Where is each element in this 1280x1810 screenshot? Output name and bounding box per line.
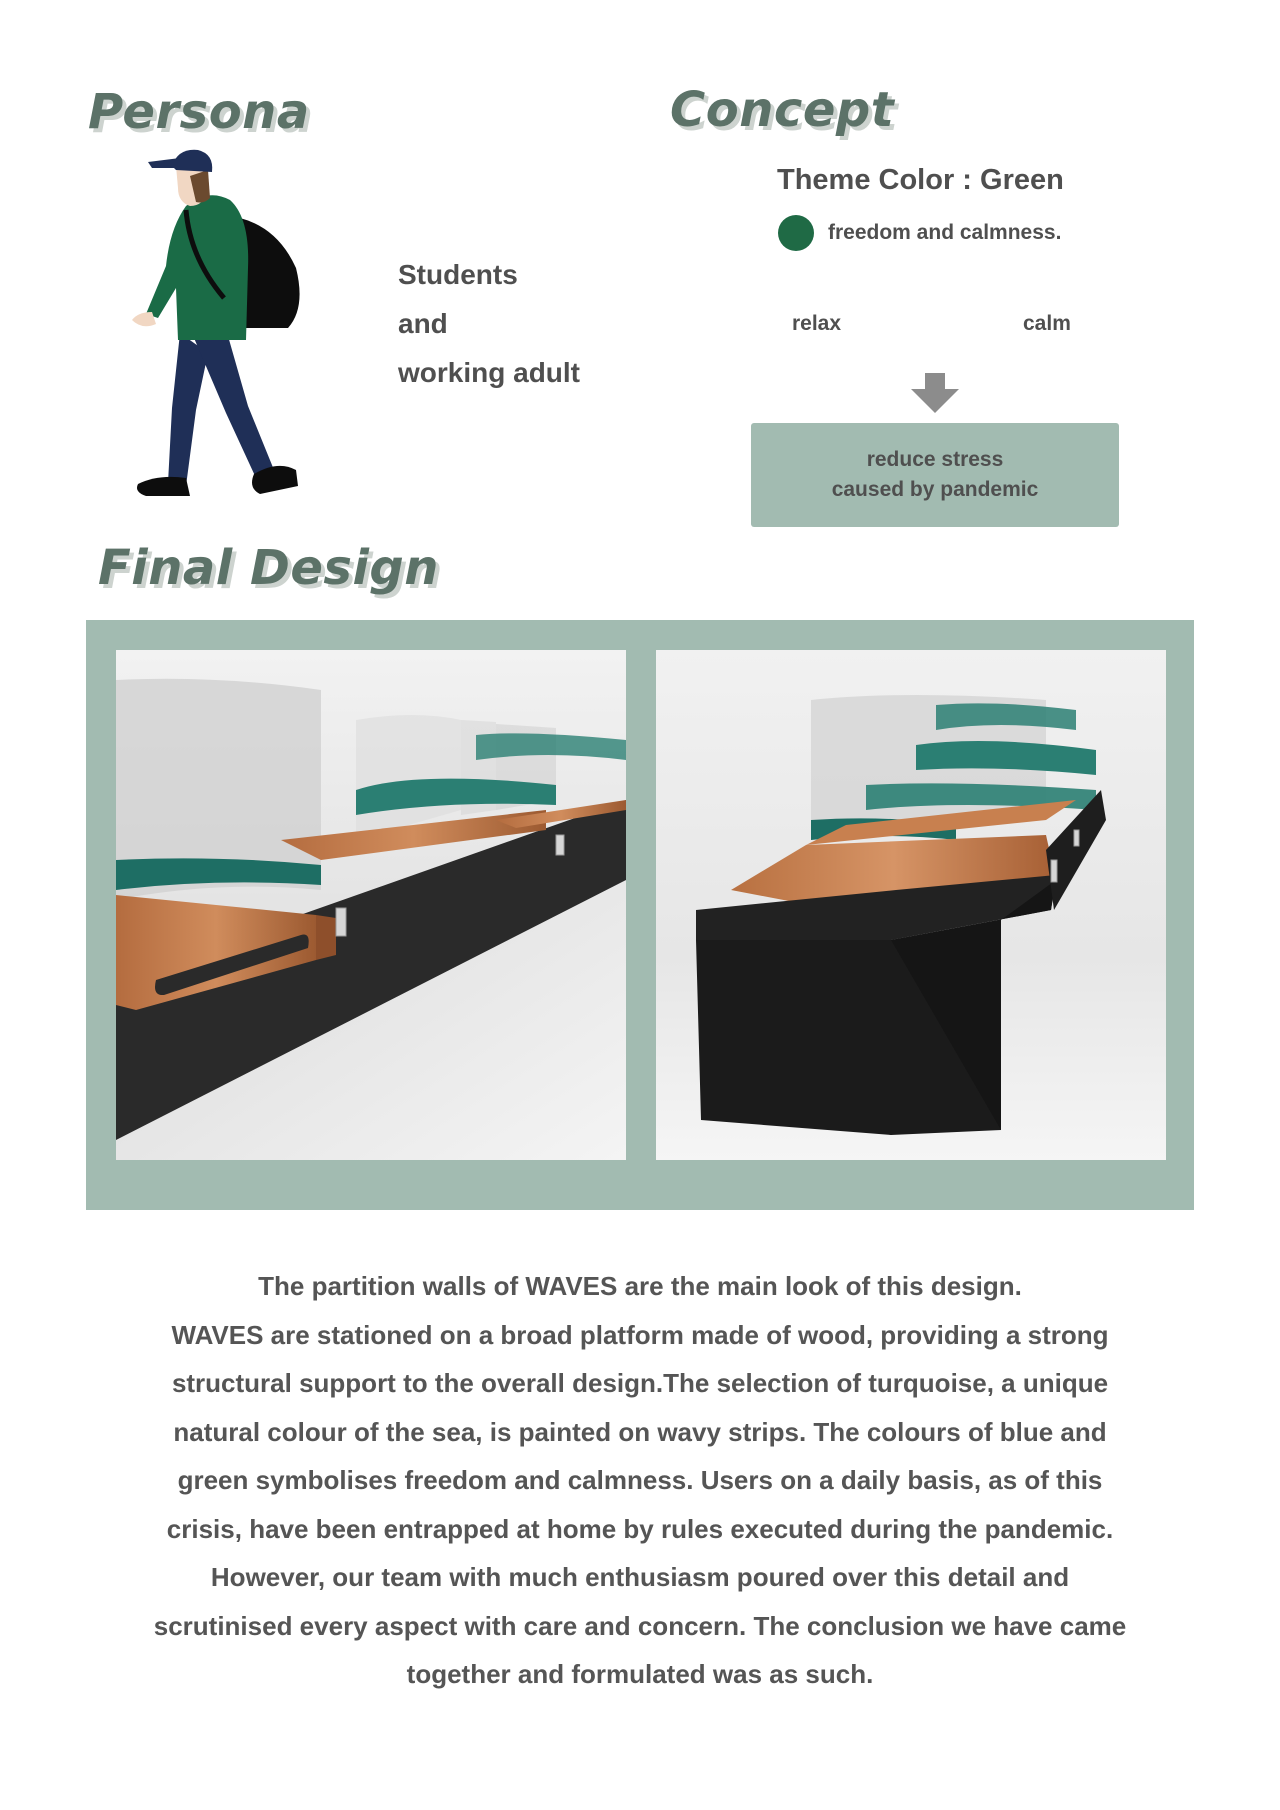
final-design-panel [86,620,1194,1210]
concept-result-box [751,423,1119,527]
render-image-front-view [656,650,1166,1160]
arrow-down-icon [911,373,959,413]
description-line: WAVES are stationed on a broad platform made of wood, providing a strong [171,1319,1109,1350]
persona-line: working adult [398,357,580,388]
keyword-relax: relax [792,312,842,335]
description-line: structural support to the overall design.The selection of turquoise, a unique [171,1368,1109,1398]
green-swatch-icon [778,215,814,251]
result-line: reduce stress [866,448,1004,471]
theme-color-label: Theme Color : Green [777,164,1064,196]
description-line: together and formulated was as such. [406,1659,874,1689]
description-line: scrutinised every aspect with care and concern. The conclusion we have came [153,1610,1127,1641]
description-line: crisis, have been entrapped at home by rules executed during the pandemic. [166,1513,1114,1544]
persona-heading: Persona [88,84,310,140]
render-image-side-view [116,650,626,1160]
persona-line: Students [398,259,518,290]
result-line: caused by pandemic [831,478,1039,501]
keyword-calm: calm [1023,312,1071,335]
persona-description [398,250,580,397]
final-design-heading: Final Design [98,540,439,596]
swatch-caption: freedom and calmness. [828,221,1062,244]
persona-line: and [398,308,448,339]
persona-illustration [128,148,328,508]
design-description [96,1262,1184,1699]
description-line: green symbolises freedom and calmness. Users on a daily basis, as of this [177,1465,1103,1495]
description-line: However, our team with much enthusiasm poured over this detail and [210,1562,1070,1592]
description-line: The partition walls of WAVES are the main look of this design. [258,1271,1022,1301]
description-line: natural colour of the sea, is painted on wavy strips. The colours of blue and [173,1416,1107,1447]
concept-heading: Concept [670,82,895,138]
